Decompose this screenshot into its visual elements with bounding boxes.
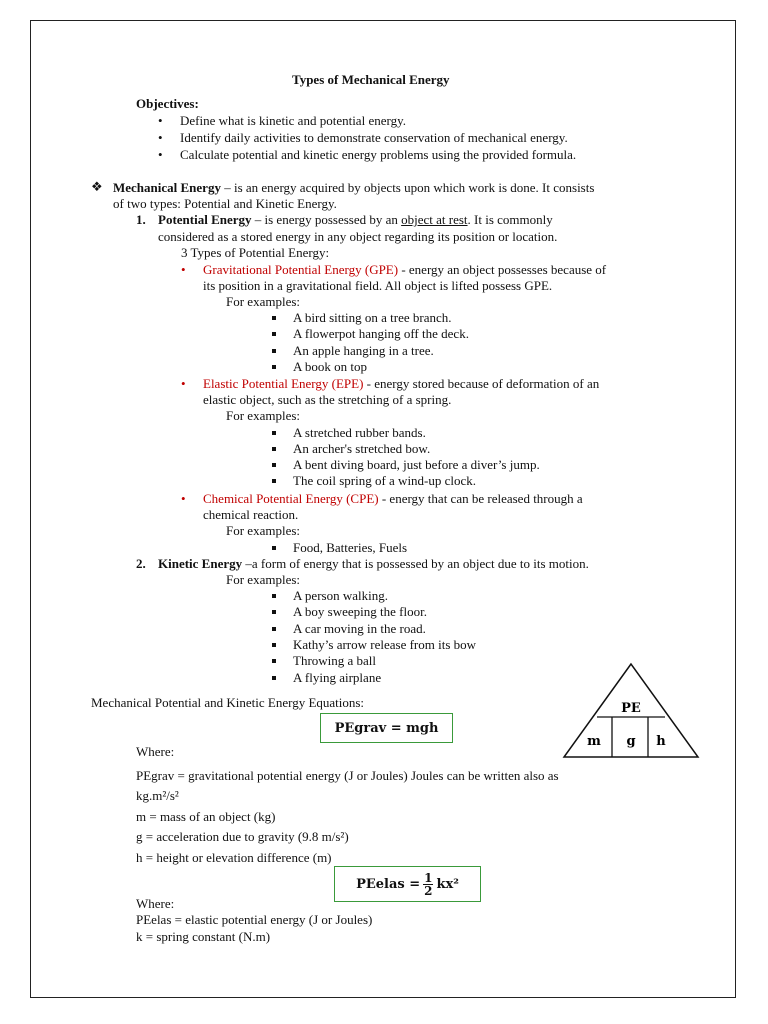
square-bullet-icon bbox=[272, 627, 276, 631]
fraction-denominator: 2 bbox=[424, 883, 433, 898]
epe-line1 bbox=[203, 376, 599, 392]
mechanical-energy-term: Mechanical Energy bbox=[113, 180, 221, 195]
mechanical-energy-def: – is an energy acquired by objects upon which work is done. It consists bbox=[220, 180, 595, 195]
list-item: Throwing a ball bbox=[293, 653, 377, 668]
height-definition: h = height or elevation difference (m) bbox=[136, 850, 332, 865]
objectives-heading: Objectives: bbox=[136, 96, 199, 111]
cpe-examples-label: For examples: bbox=[226, 523, 301, 538]
list-item: A bent diving board, just before a diver’s jump. bbox=[293, 457, 540, 472]
potential-def-b: . It is commonly bbox=[467, 212, 553, 227]
list-item: An archer's stretched bow. bbox=[293, 441, 431, 456]
bullet-icon: • bbox=[181, 376, 186, 391]
epe-line2: elastic object, such as the stretching of a spring. bbox=[203, 392, 452, 407]
list-item: A flying airplane bbox=[293, 670, 382, 685]
gpe-examples-label: For examples: bbox=[226, 294, 301, 309]
list-item: An apple hanging in a tree. bbox=[293, 343, 434, 358]
cpe-line1 bbox=[203, 491, 583, 507]
pe-triangle-diagram bbox=[560, 660, 702, 760]
joule-units: kg.m²/s² bbox=[136, 788, 179, 803]
square-bullet-icon bbox=[272, 643, 276, 647]
square-bullet-icon bbox=[272, 610, 276, 614]
document-title: Types of Mechanical Energy bbox=[292, 72, 450, 87]
list-item: A person walking. bbox=[293, 588, 388, 603]
object-at-rest: object at rest bbox=[401, 212, 468, 227]
bullet-icon: • bbox=[158, 113, 163, 128]
square-bullet-icon bbox=[272, 479, 276, 483]
triangle-h-label: h bbox=[656, 734, 666, 749]
kinetic-def: –a form of energy that is possessed by an object due to its motion. bbox=[242, 556, 589, 571]
square-bullet-icon bbox=[272, 676, 276, 680]
gpe-line2: its position in a gravitational field. All object is lifted possess GPE. bbox=[203, 278, 553, 293]
potential-energy-line2: considered as a stored energy in any object regarding its position or location. bbox=[158, 229, 558, 244]
list-item: The coil spring of a wind-up clock. bbox=[293, 473, 477, 488]
triangle-g-label: g bbox=[626, 734, 636, 749]
types-intro: 3 Types of Potential Energy: bbox=[181, 245, 330, 260]
fraction-numerator: 1 bbox=[424, 870, 433, 885]
gpe-line1 bbox=[203, 262, 606, 278]
one-half-fraction bbox=[423, 872, 433, 897]
square-bullet-icon bbox=[272, 365, 276, 369]
square-bullet-icon bbox=[272, 447, 276, 451]
list-item: A bird sitting on a tree branch. bbox=[293, 310, 452, 325]
bullet-icon: • bbox=[181, 491, 186, 506]
list-number: 2. bbox=[136, 556, 146, 571]
square-bullet-icon bbox=[272, 349, 276, 353]
list-item: A stretched rubber bands. bbox=[293, 425, 426, 440]
objective-item: Calculate potential and kinetic energy problems using the provided formula. bbox=[180, 147, 577, 162]
peelas-rhs: kx² bbox=[436, 876, 459, 892]
list-item: A car moving in the road. bbox=[293, 621, 426, 636]
pegrav-formula-box bbox=[320, 713, 453, 743]
gravity-definition: g = acceleration due to gravity (9.8 m/s²) bbox=[136, 829, 349, 844]
list-number: 1. bbox=[136, 212, 146, 227]
kinetic-examples-label: For examples: bbox=[226, 572, 301, 587]
gpe-desc: - energy an object possesses because of bbox=[398, 262, 607, 277]
diamond-bullet-icon: ❖ bbox=[91, 179, 103, 194]
gpe-name: Gravitational Potential Energy (GPE) bbox=[203, 262, 399, 277]
kinetic-energy-line bbox=[158, 556, 589, 572]
list-item: A flowerpot hanging off the deck. bbox=[293, 326, 469, 341]
square-bullet-icon bbox=[272, 316, 276, 320]
where-label: Where: bbox=[136, 744, 175, 759]
list-item: A boy sweeping the floor. bbox=[293, 604, 427, 619]
peelas-definition: PEelas = elastic potential energy (J or Joules) bbox=[136, 912, 373, 927]
square-bullet-icon bbox=[272, 332, 276, 336]
list-item: Food, Batteries, Fuels bbox=[293, 540, 408, 555]
epe-name: Elastic Potential Energy (EPE) bbox=[203, 376, 364, 391]
cpe-desc: - energy that can be released through a bbox=[378, 491, 583, 506]
square-bullet-icon bbox=[272, 463, 276, 467]
cpe-line2: chemical reaction. bbox=[203, 507, 299, 522]
bullet-icon: • bbox=[158, 147, 163, 162]
square-bullet-icon bbox=[272, 431, 276, 435]
triangle-pe-label: PE bbox=[621, 701, 641, 716]
pegrav-definition: PEgrav = gravitational potential energy (J or Joules) Joules can be written also as bbox=[136, 768, 559, 783]
epe-examples-label: For examples: bbox=[226, 408, 301, 423]
peelas-lhs: PEelas = bbox=[356, 876, 421, 892]
square-bullet-icon bbox=[272, 594, 276, 598]
mechanical-energy-line2: of two types: Potential and Kinetic Energy. bbox=[113, 196, 337, 211]
equations-heading: Mechanical Potential and Kinetic Energy Equations: bbox=[91, 695, 365, 710]
bullet-icon: • bbox=[158, 130, 163, 145]
potential-energy-line1 bbox=[158, 212, 553, 228]
list-item: Kathy’s arrow release from its bow bbox=[293, 637, 477, 652]
bullet-icon: • bbox=[181, 262, 186, 277]
potential-def-a: – is energy possessed by an bbox=[251, 212, 402, 227]
spring-constant-definition: k = spring constant (N.m) bbox=[136, 929, 271, 944]
list-item: A book on top bbox=[293, 359, 368, 374]
epe-desc: - energy stored because of deformation of an bbox=[363, 376, 600, 391]
pegrav-formula: PEgrav = mgh bbox=[334, 720, 439, 736]
where-label: Where: bbox=[136, 896, 175, 911]
potential-energy-term: Potential Energy bbox=[158, 212, 252, 227]
objective-item: Identify daily activities to demonstrate conservation of mechanical energy. bbox=[180, 130, 568, 145]
mechanical-energy-line1 bbox=[113, 180, 594, 196]
peelas-formula-box bbox=[334, 866, 481, 902]
kinetic-energy-term: Kinetic Energy bbox=[158, 556, 243, 571]
cpe-name: Chemical Potential Energy (CPE) bbox=[203, 491, 379, 506]
square-bullet-icon bbox=[272, 546, 276, 550]
square-bullet-icon bbox=[272, 659, 276, 663]
mass-definition: m = mass of an object (kg) bbox=[136, 809, 276, 824]
triangle-m-label: m bbox=[587, 734, 601, 749]
objective-item: Define what is kinetic and potential energy. bbox=[180, 113, 406, 128]
